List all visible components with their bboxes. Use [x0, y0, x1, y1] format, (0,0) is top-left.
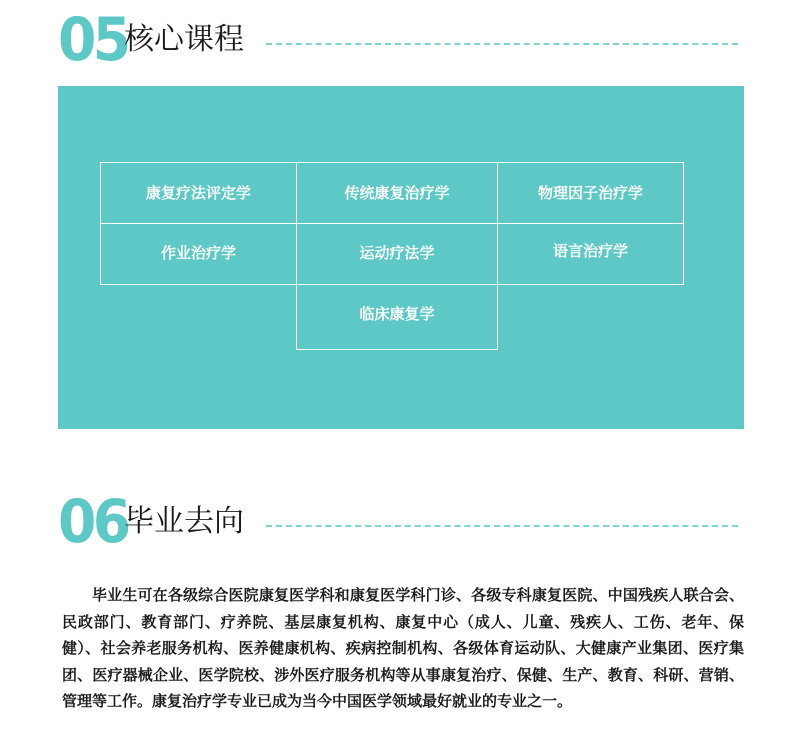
course-cell — [296, 223, 498, 285]
core-courses-panel — [58, 86, 744, 429]
section-title: 核心课程 — [124, 22, 244, 57]
dashed-divider — [266, 43, 738, 45]
course-cell — [296, 284, 498, 350]
course-label: 作业治疗学 — [160, 244, 236, 262]
course-label: 康复疗法评定学 — [145, 184, 251, 202]
career-paragraph: 毕业生可在各级综合医院康复医学科和康复医学科门诊、各级专科康复医院、中国残疾人联合会、民政部门、教育部门、疗养院、基层康复机构、康复中心（成人、儿童、残疾人、工伤、老年、保健）、社会养老服务机构、医养健康机构、疾病控制机构、各级体育运动队、大健康产业集团、医疗集团、医疗器械企业、医学院校、涉外医疗服务机构等从事康复治疗、保健、生产、教育、科研、营销、管理等工作。康复治疗学专业已成为当今中国医学领域最好就业的专业之一。 — [62, 586, 744, 710]
course-cell — [497, 162, 684, 224]
course-cell — [100, 223, 297, 285]
course-label: 语言治疗学 — [552, 242, 628, 260]
course-label: 物理因子治疗学 — [537, 184, 643, 202]
course-label: 传统康复治疗学 — [344, 184, 450, 202]
section-number: 06 — [58, 487, 128, 557]
course-cell — [100, 162, 297, 224]
section-06-header — [58, 487, 738, 557]
course-cell — [296, 162, 498, 224]
section-number: 05 — [58, 5, 128, 75]
course-cell — [497, 223, 684, 285]
section-title: 毕业去向 — [124, 504, 244, 539]
dashed-divider — [266, 525, 738, 527]
course-grid — [100, 162, 684, 352]
course-label: 临床康复学 — [359, 305, 435, 323]
section-05-header — [58, 5, 738, 75]
course-label: 运动疗法学 — [359, 244, 435, 262]
